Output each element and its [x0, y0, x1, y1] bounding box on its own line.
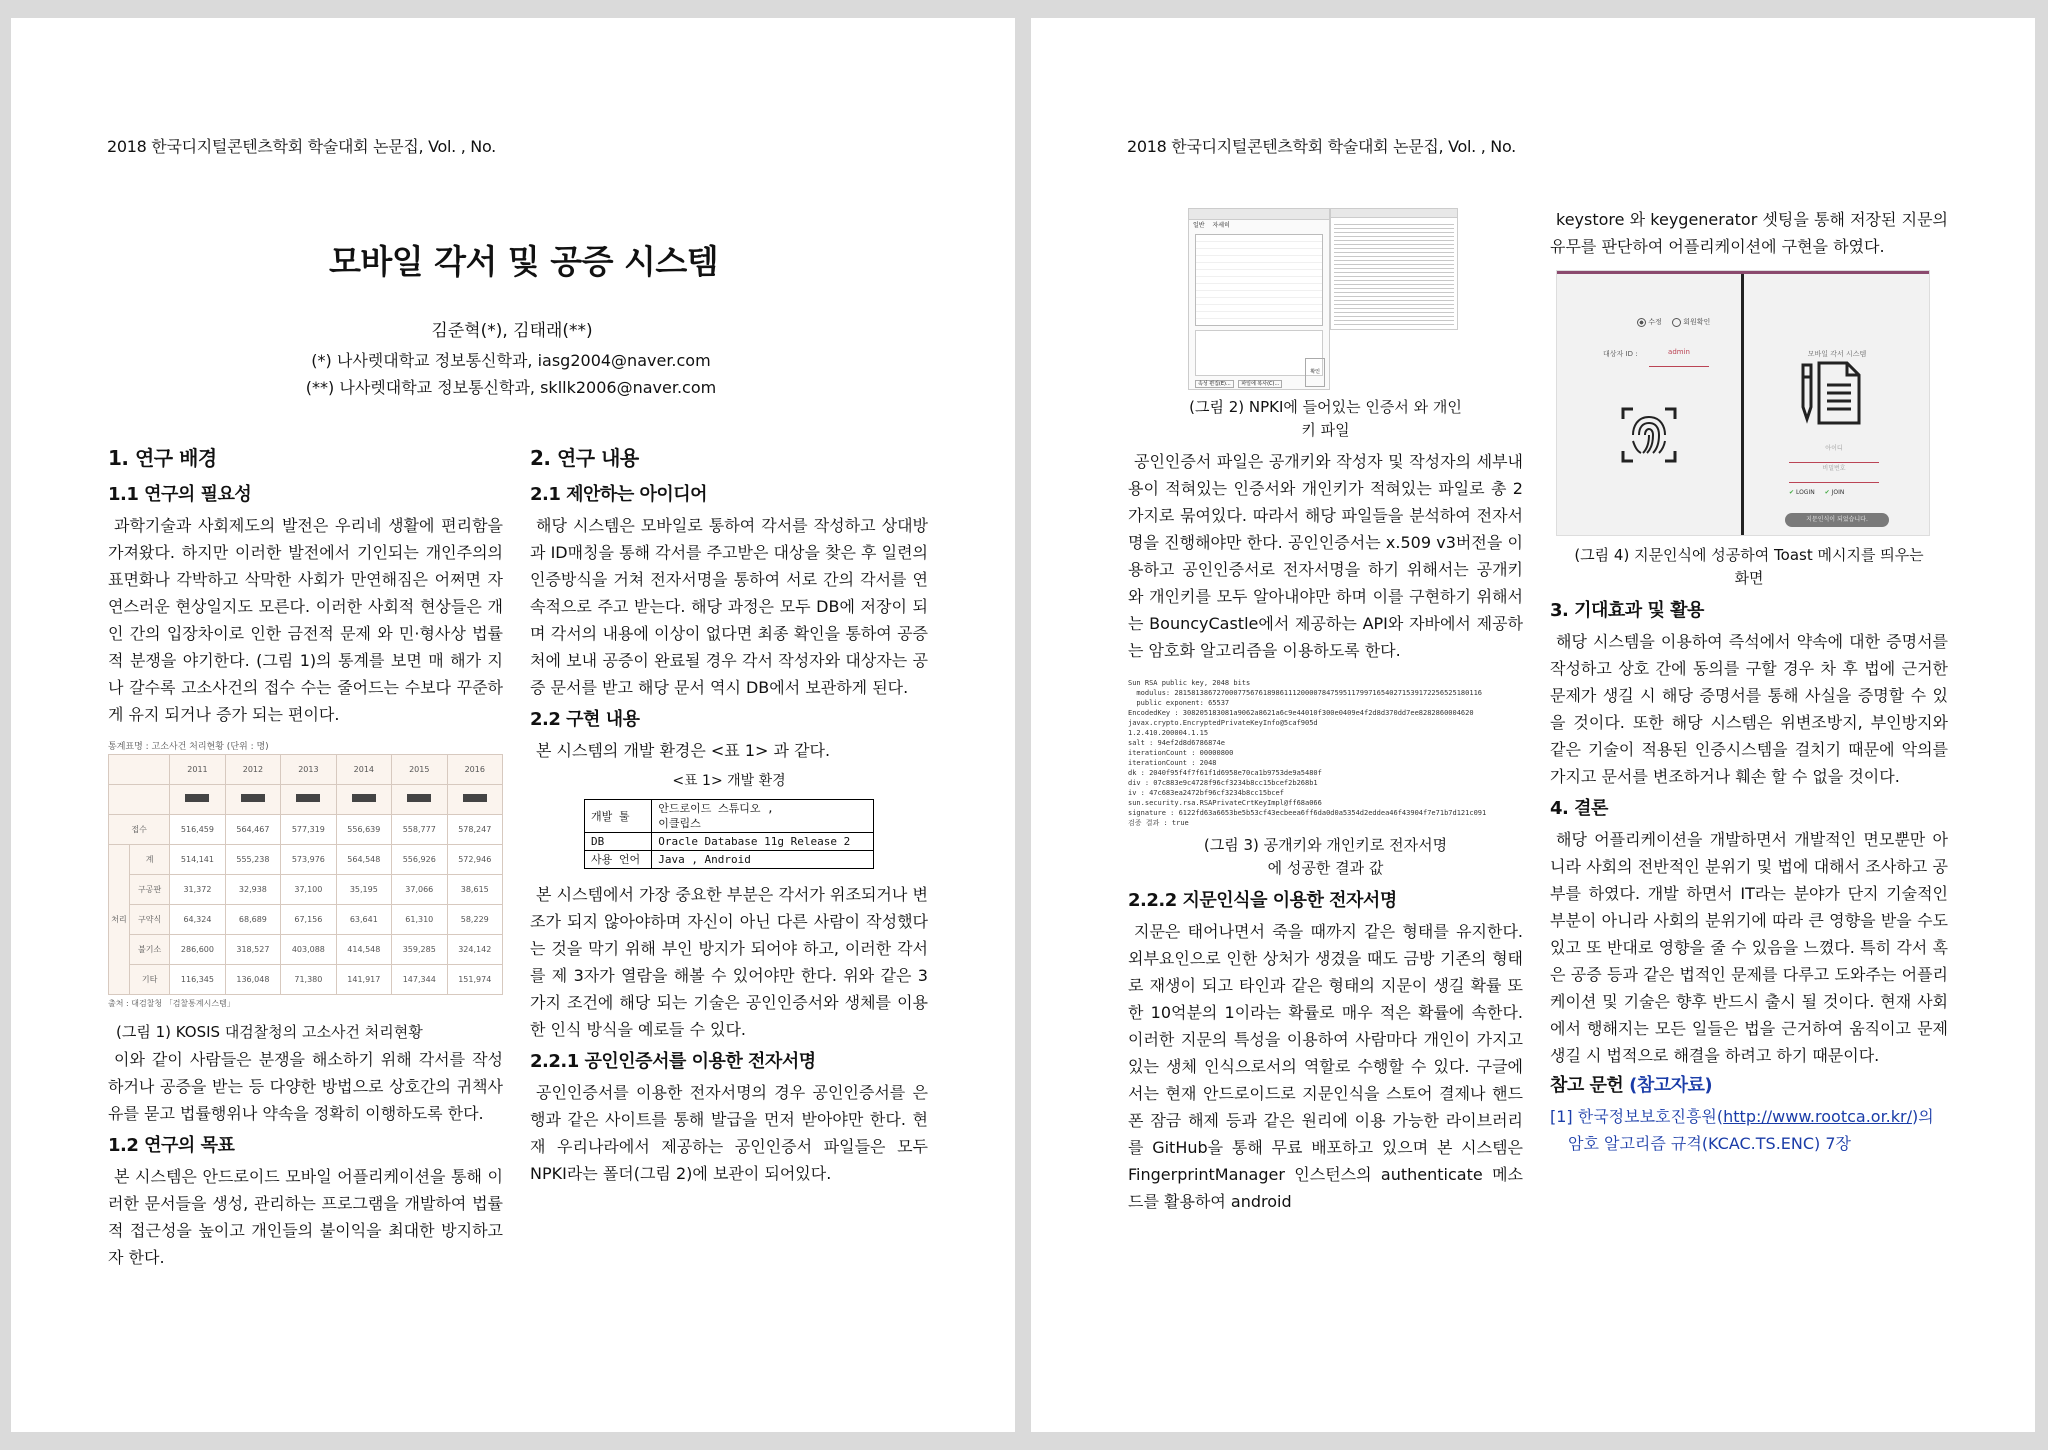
kosis-row-label: 구공판	[130, 875, 170, 905]
figure-1	[108, 740, 503, 1013]
author-line: 김준혁(*), 김태래(**)	[431, 321, 593, 341]
kosis-cell: 32,938	[225, 875, 280, 905]
login-button[interactable]: LOGIN	[1795, 489, 1815, 496]
col4-paragraph-1: keystore 와 keygenerator 셋팅을 통해 저장된 지문의 유무를 판단하여 어플리케이션에 구현을 하였다.	[1550, 210, 1948, 256]
column-3	[1128, 208, 1523, 1215]
table-1-cell: DB	[585, 833, 652, 851]
kosis-cell: 68,689	[225, 905, 280, 935]
kosis-cell: 555,238	[225, 845, 280, 875]
running-header: 2018 한국디지털콘텐츠학회 학술대회 논문집, Vol. , No.	[107, 137, 496, 156]
kosis-cell: 61,310	[392, 905, 447, 935]
app-title: 모바일 각서 시스템	[1807, 350, 1867, 358]
kosis-cell: 35,195	[336, 875, 391, 905]
kosis-cell: 578,247	[447, 815, 503, 845]
reference-1	[1550, 1103, 1948, 1157]
column-4	[1550, 206, 1948, 1157]
certificate-window	[1188, 208, 1330, 390]
section-2-1-paragraph: 해당 시스템은 모바일로 통하여 각서를 작성하고 상대방과 ID매칭을 통해 각서를 주고받은 대상을 찾은 후 일련의 인증방식을 거쳐 전자서명을 통하여 서로 간의 각서를 연속적으로 주고 받는다. 해당 과정은 모두 DB에 저장이 되며 각서의 내용에 이상이 없다면 최종 확인을 통하여 공증처에 보내 공증이 완료될 경우 각서 작성자와 대상자는 공증 문서를 받고 해당 문서 역시 DB에서 보관하게 된다.	[530, 516, 928, 697]
running-header: 2018 한국디지털콘텐츠학회 학술대회 논문집, Vol. , No.	[1127, 137, 1516, 156]
section-1-1-paragraph: 과학기술과 사회제도의 발전은 우리네 생활에 편리함을 가져왔다. 하지만 이러한 발전에서 기인되는 개인주의의 표면화나 각박하고 삭막한 사회가 만연해짐은 어쩌면 자연스러운 현상일지도 모른다. 이러한 사회적 현상들은 개인 간의 입장차이로 인한 금전적 문제 와 민·형사상 법률적 분쟁을 야기한다. (그림 1)의 통계를 보면 매 해가 지나 갈수록 고소사건의 접수 수는 줄어드는 수보다 꾸준하게 유지 되거나 증가 되는 편이다.	[108, 516, 503, 724]
kosis-cell: 318,527	[225, 935, 280, 965]
section-3-heading: 3. 기대효과 및 활용	[1550, 600, 1704, 621]
kosis-cell: 136,048	[225, 965, 280, 995]
kosis-year: 2014	[336, 755, 391, 785]
kosis-cell: 38,615	[447, 875, 503, 905]
kosis-cell: 324,142	[447, 935, 503, 965]
kosis-table-title: 통계표명 : 고소사건 처리현황 (단위 : 명)	[108, 742, 269, 752]
kosis-cell: 556,639	[336, 815, 391, 845]
kosis-row-label: 기타	[130, 965, 170, 995]
reference-1-link[interactable]: http://www.rootca.or.kr/	[1723, 1107, 1912, 1126]
section-2-2-2-heading: 2.2.2 지문인식을 이용한 전자서명	[1128, 890, 1397, 911]
reference-1-text-a: 한국정보보호진흥원(	[1577, 1107, 1724, 1126]
section-1-1-paragraph-2: 이와 같이 사람들은 분쟁을 해소하기 위해 각서를 작성하거나 공증을 받는 등 다양한 방법으로 상호간의 귀책사유를 묻고 법률행위나 약속을 정확히 이행하도록 한다.	[108, 1050, 503, 1123]
tab-details[interactable]: 자세히	[1212, 222, 1230, 229]
page-2	[1031, 18, 2035, 1432]
references-title: 참고 문헌	[1550, 1075, 1624, 1096]
column-1	[108, 442, 503, 1271]
kosis-cell: 58,229	[447, 905, 503, 935]
copy-to-file-button[interactable]: 파일에 복사(C)...	[1238, 380, 1282, 388]
section-3-paragraph: 해당 시스템을 이용하여 즉석에서 약속에 대한 증명서를 작성하고 상호 간에 동의를 구할 경우 차 후 법에 근거한 문제가 생길 시 해당 증명서를 통해 사실을 증명할 수 있을 것이다. 또한 해당 시스템은 위변조방지, 부인방지와 같은 기술이 적용된 인증시스템을 걸치기 때문에 악의를 가지고 문서를 변조하거나 훼손 할 수 없을 것이다.	[1550, 632, 1948, 786]
radio-member-icon[interactable]	[1672, 318, 1681, 327]
kosis-cell: 403,088	[281, 935, 336, 965]
section-1-1-heading: 1.1 연구의 필요성	[108, 484, 252, 505]
kosis-cell: 577,319	[281, 815, 336, 845]
kosis-year: 2016	[447, 755, 503, 785]
kosis-cell: 286,600	[170, 935, 225, 965]
kosis-cell: 141,917	[336, 965, 391, 995]
kosis-cell: 514,141	[170, 845, 225, 875]
kosis-cell: 116,345	[170, 965, 225, 995]
affiliation-1: (*) 나사렛대학교 정보통신학과, iasg2004@naver.com	[311, 351, 711, 370]
section-2-2-heading: 2.2 구현 내용	[530, 709, 640, 730]
section-1-heading: 1. 연구 배경	[108, 446, 217, 470]
kosis-cell: 63,641	[336, 905, 391, 935]
kosis-row-label: 불기소	[130, 935, 170, 965]
kosis-cell: 564,467	[225, 815, 280, 845]
figure-2-caption: (그림 2) NPKI에 들어있는 인증서 와 개인키 파일	[1189, 398, 1462, 439]
paper-title: 모바일 각서 및 공증 시스템	[329, 242, 719, 281]
figure-3	[1128, 678, 1523, 828]
radio-edit-label: 수정	[1648, 318, 1662, 326]
page-1	[11, 18, 1015, 1432]
section-2-2-1-paragraph: 공인인증서를 이용한 전자서명의 경우 공인인증서를 은행과 같은 사이트를 통해 발급을 먼저 받아야만 한다. 현재 우리나라에서 제공하는 공인인증서 파일들은 모두 NPKI라는 폴더(그림 2)에 보관이 되어있다.	[530, 1083, 928, 1183]
kosis-year: 2011	[170, 755, 225, 785]
figure-4-caption: (그림 4) 지문인식에 성공하여 Toast 메시지를 띄우는 화면	[1574, 546, 1924, 587]
check-icon: ✔	[1824, 489, 1830, 496]
table-1-caption: <표 1> 개발 환경	[672, 773, 786, 789]
login-id-field[interactable]: 아이디	[1789, 435, 1879, 463]
kosis-cell: 31,372	[170, 875, 225, 905]
notepad-window	[1330, 208, 1458, 330]
kosis-cell: 147,344	[392, 965, 447, 995]
section-2-2-1-heading: 2.2.1 공인인증서를 이용한 전자서명	[530, 1051, 816, 1072]
tab-general[interactable]: 일반	[1193, 222, 1205, 229]
kosis-cell: 71,380	[281, 965, 336, 995]
table-1-cell: 개발 툴	[585, 800, 652, 833]
kosis-cell: 414,548	[336, 935, 391, 965]
radio-edit-icon[interactable]	[1637, 318, 1646, 327]
pen-document-icon	[1797, 357, 1867, 427]
kosis-year: 2015	[392, 755, 447, 785]
kosis-cell: 37,100	[281, 875, 336, 905]
kosis-cell: 151,974	[447, 965, 503, 995]
kosis-cell: 572,946	[447, 845, 503, 875]
table-1-cell: 안드로이드 스튜디오 , 이클립스	[652, 800, 874, 833]
col3-paragraph-1: 공인인증서 파일은 공개키와 작성자 및 작성자의 세부내용이 적혀있는 인증서와 개인키가 적혀있는 파일로 총 2가지로 묶여있다. 따라서 해당 파일들을 분석하여 전자서명을 진행해야만 한다. 공인인증서는 x.509 v3버전을 이용하고 공인인증서로 전자서명을 하기 위해서는 공개키와 개인키를 모두 알아내야만 하며 이를 구현하기 위해서는 BouncyCastle에서 제공하는 API와 자바에서 제공하는 암호화 알고리즘을 이용하도록 한다.	[1128, 452, 1523, 660]
section-2-2-paragraph-2: 본 시스템에서 가장 중요한 부분은 각서가 위조되거나 변조가 되지 않아야하며 자신이 아닌 다른 사람이 작성했다는 것을 막기 위해 부인 방지가 되어야 하고, 이러한 각서를 제 3자가 열람을 해볼 수 있어야만 한다. 위와 같은 3가지 조건에 해당 되는 기술은 공인인증서와 생체를 이용한 인식 방식을 예로들 수 있다.	[530, 885, 928, 1039]
kosis-cell: 556,926	[392, 845, 447, 875]
kosis-cell: 37,066	[392, 875, 447, 905]
check-icon: ✔	[1789, 489, 1795, 496]
signature-output: Sun RSA public key, 2048 bits modulus: 2815813867270007756761898611120000784759511799716540271539172256525180116 public exponent: 65537 EncodedKey : 308205183081a9062a8621a6c9e44010f300e0409e4f2d8d370dd7ee8282860004620 javax.crypto.EncryptedPrivateKeyInfo@5caf905d 1.2.410.200004.1.15 salt : 94ef2d8d6786874e iterationCount : 00000800 iterationCount : 2048 dk : 2040f95f4f7f61f1d6958e70ca1b9753de9a5480f div : 07c883e9c4728f96cf3234b8cc15bcef2b268b1 iv : 47c683ea2472bf96cf3234b8cc15bcef sun.security.rsa.RSAPrivateCrtKeyImpl@ff68a066 signature : 6122fd63a6653be5b53cf43ecbeea6ff6da0d0a5354d2eddea46f43904f7e71b7d121c091 검증 결과 : true	[1128, 679, 1487, 827]
section-1-2-heading: 1.2 연구의 목표	[108, 1135, 235, 1156]
kosis-year: 2012	[225, 755, 280, 785]
login-password-field[interactable]: 비밀번호	[1789, 455, 1879, 483]
edit-properties-button[interactable]: 속성 편집(E)...	[1195, 380, 1234, 388]
references-paren: (참고자료)	[1629, 1075, 1713, 1096]
table-1-cell: 사용 언어	[585, 851, 652, 869]
kosis-cell: 558,777	[392, 815, 447, 845]
kosis-source: 출처 : 대검찰청 「검찰통계시스템」	[108, 999, 235, 1008]
table-1	[584, 799, 874, 869]
kosis-row-label: 계	[130, 845, 170, 875]
kosis-cell: 359,285	[392, 935, 447, 965]
kosis-table	[108, 754, 503, 995]
kosis-year: 2013	[281, 755, 336, 785]
join-button[interactable]: JOIN	[1831, 489, 1845, 496]
target-id-input[interactable]: admin	[1649, 339, 1709, 367]
kosis-row-label: 구약식	[130, 905, 170, 935]
col3-paragraph-2: 지문은 태어나면서 죽을 때까지 같은 형태를 유지한다. 외부요인으로 인한 상처가 생겼을 때도 금방 기존의 형태로 재생이 되고 타인과 같은 형태의 지문이 생길 확률 또한 10억분의 1이라는 확률로 매우 적은 확률에 속한다. 이러한 지문의 특성을 이용하여 사람마다 개인이 가지고 있는 생체 인식으로서의 역할로 수행할 수 있다. 구글에서는 현재 안드로이드로 지문인식을 스토어 결제나 핸드폰 잠금 해제 등과 같은 원리에 이용 가능한 라이브러리를 GitHub을 통해 무료 배포하고 있으며 본 시스템은 FingerprintManager 인스턴스의 authenticate 메소드를 활용하여 android	[1128, 922, 1523, 1211]
table-1-cell: Oracle Database 11g Release 2	[652, 833, 874, 851]
kosis-cell: 64,324	[170, 905, 225, 935]
figure-2	[1188, 208, 1458, 390]
ok-button[interactable]: 확인	[1305, 358, 1325, 387]
kosis-cell: 564,548	[336, 845, 391, 875]
reference-1-number: [1]	[1550, 1107, 1573, 1126]
column-2	[530, 442, 928, 1187]
figure-3-caption: (그림 3) 공개키와 개인키로 전자서명에 성공한 결과 값	[1203, 836, 1448, 877]
section-2-1-heading: 2.1 제안하는 아이디어	[530, 484, 708, 505]
radio-member-label: 회원확인	[1683, 318, 1711, 326]
figure-1-caption: (그림 1) KOSIS 대검찰청의 고소사건 처리현황	[116, 1023, 423, 1041]
table-1-cell: Java , Android	[652, 851, 874, 869]
section-1-2-paragraph: 본 시스템은 안드로이드 모바일 어플리케이션을 통해 이러한 문서들을 생성, 관리하는 프로그램을 개발하여 법률적 접근성을 높이고 개인들의 불이익을 최대한 방지하고자 한다.	[108, 1167, 503, 1267]
section-4-heading: 4. 결론	[1550, 798, 1608, 819]
kosis-row-label: 접수	[109, 815, 170, 845]
affiliation-2: (**) 나사렛대학교 정보통신학과, skllk2006@naver.com	[305, 378, 717, 397]
reference-1-text-b: )의 암호 알고리즘 규격(KCAC.TS.ENC) 7장	[1568, 1107, 1934, 1153]
section-4-paragraph: 해당 어플리케이션을 개발하면서 개발적인 면모뿐만 아니라 사회의 전반적인 분위기 및 법에 대해서 조사하고 공부를 하였다. 개발 하면서 IT라는 분야가 단지 기술적인 부분이 아니라 사회의 분위기에 따라 큰 영향을 받을 수도 있고 또 반대로 영향을 줄 수 있음을 느꼈다. 특히 각서 혹은 공증 등과 같은 법적인 문제를 다루고 도와주는 어플리케이션 및 기술은 향후 반드시 출시 될 것이다. 현재 사회에서 행해지는 모든 일들은 법을 근거하여 움직이고 문제 생길 시 법적으로 해결을 하려고 하기 때문이다.	[1550, 830, 1948, 1065]
kosis-cell: 516,459	[170, 815, 225, 845]
section-2-heading: 2. 연구 내용	[530, 446, 639, 470]
target-id-label: 대상자 ID :	[1603, 350, 1638, 358]
kosis-cell: 573,976	[281, 845, 336, 875]
section-2-2-paragraph: 본 시스템의 개발 환경은 <표 1> 과 같다.	[536, 741, 831, 760]
toast-message: 지문인식이 되었습니다.	[1785, 513, 1889, 527]
fingerprint-icon[interactable]	[1619, 405, 1679, 465]
kosis-group-label: 처리	[109, 845, 130, 995]
references-heading	[1550, 1071, 1948, 1101]
kosis-cell: 67,156	[281, 905, 336, 935]
figure-4	[1556, 270, 1930, 536]
